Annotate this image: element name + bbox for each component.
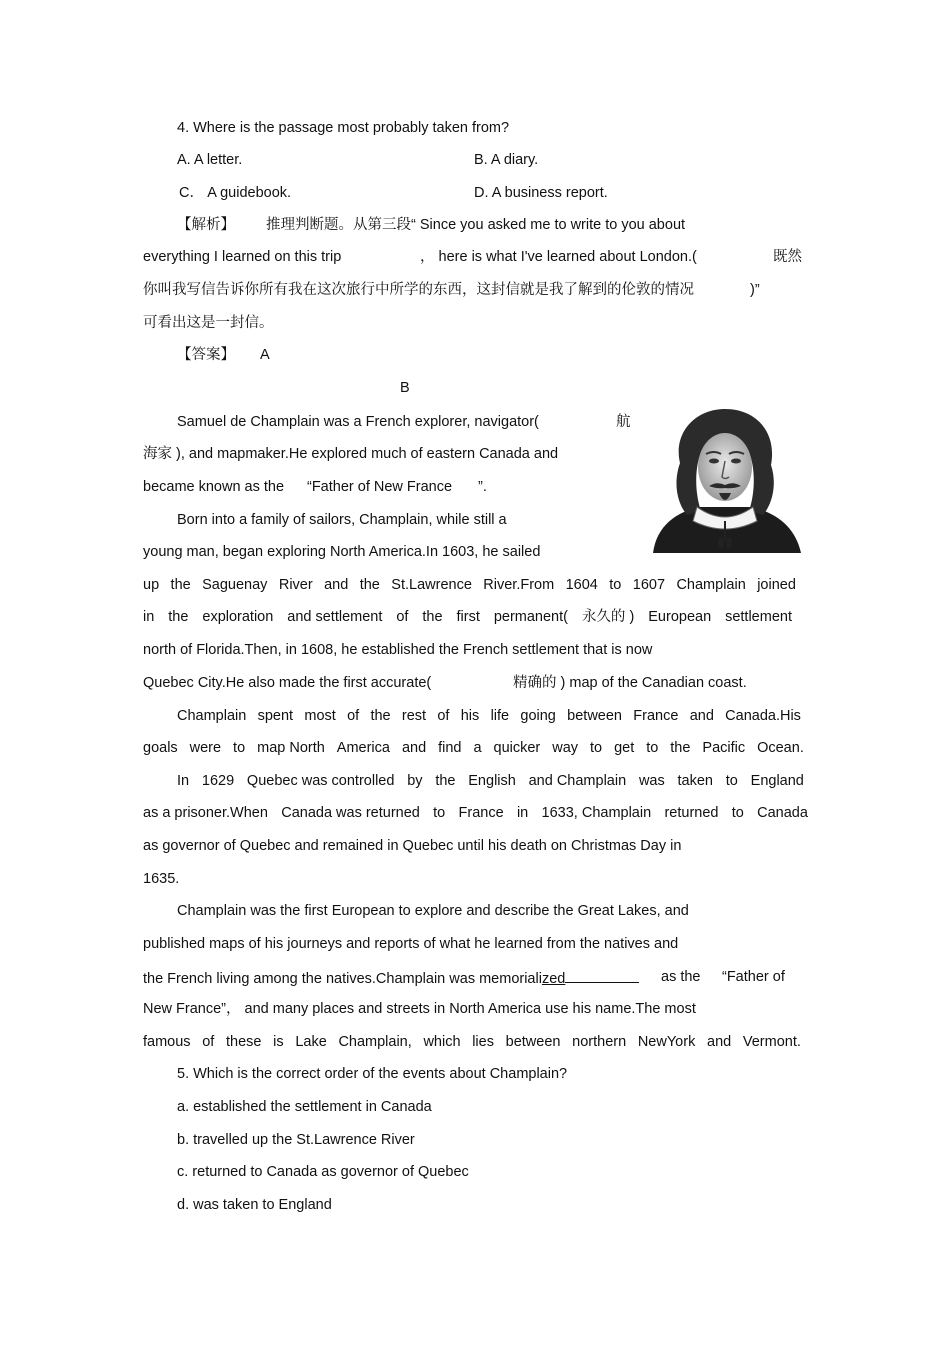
word: map North xyxy=(257,740,325,756)
passage-p5-line3d: “Father of xyxy=(722,969,785,985)
passage-p2-line6a: Quebec City.He also made the first accurate( xyxy=(143,675,432,691)
analysis-text-2c: 既然 xyxy=(773,249,802,265)
word: taken xyxy=(677,773,713,789)
word: and settlement xyxy=(287,609,383,625)
word: 1607 xyxy=(632,577,666,593)
passage-p1-line1a: Samuel de Champlain was a French explorer, navigator( xyxy=(177,414,539,430)
q4-option-d: D. A business report. xyxy=(474,185,608,201)
word: Quebec was controlled xyxy=(246,773,395,789)
word: were xyxy=(189,740,222,756)
word: Pacific xyxy=(702,740,746,756)
word: and xyxy=(324,577,349,593)
word: spent xyxy=(257,708,294,724)
word: France xyxy=(458,805,504,821)
word: a xyxy=(473,740,482,756)
word: Ocean. xyxy=(757,740,804,756)
word: 1629 xyxy=(201,773,235,789)
word: England xyxy=(750,773,804,789)
word: of xyxy=(437,708,450,724)
word: the xyxy=(422,609,443,625)
underline-blank xyxy=(565,968,639,983)
word: lies xyxy=(472,1034,494,1050)
word: the xyxy=(370,708,391,724)
word: 1633, Champlain xyxy=(541,805,652,821)
word: to xyxy=(233,740,246,756)
word: Champlain xyxy=(177,708,247,724)
analysis-text-1: 推理判断题。从第三段“ Since you asked me to write to you about xyxy=(266,217,686,233)
word: going xyxy=(520,708,556,724)
word: 1604 xyxy=(565,577,598,593)
word: goals xyxy=(143,740,178,756)
passage-p2-line1: Born into a family of sailors, Champlain, while still a xyxy=(177,512,507,528)
word: up xyxy=(143,577,160,593)
word: St.Lawrence xyxy=(391,577,472,593)
analysis-text-3a: 你叫我写信告诉你所有我在这次旅行中所学的东西，这封信就是我了解到的伦敦的情况 xyxy=(143,282,694,298)
passage-p4-line2 xyxy=(143,804,808,822)
passage-p3-line1 xyxy=(177,707,801,725)
word: and xyxy=(689,708,714,724)
word: English xyxy=(468,773,516,789)
analysis-label: 【解析】 xyxy=(177,217,235,233)
word: quicker xyxy=(493,740,541,756)
word: River.From xyxy=(483,577,555,593)
q5-event-b: b. travelled up the St.Lawrence River xyxy=(177,1132,415,1148)
word: life xyxy=(490,708,510,724)
word: Champlain, xyxy=(338,1034,412,1050)
word: Canada.His xyxy=(725,708,801,724)
passage-p3-line2 xyxy=(143,739,804,757)
passage-p2-line4 xyxy=(143,608,792,626)
q5-question: 5. Which is the correct order of the events about Champlain? xyxy=(177,1066,568,1082)
analysis-text-4: 可看出这是一封信。 xyxy=(143,315,274,331)
analysis-text-2a: everything I learned on this trip xyxy=(143,249,342,265)
q5-event-c: c. returned to Canada as governor of Quebec xyxy=(177,1164,469,1180)
word: first xyxy=(456,609,480,625)
word: is xyxy=(273,1034,284,1050)
word: the xyxy=(435,773,456,789)
analysis-text-2b: ， here is what I've learned about London.( xyxy=(420,249,697,265)
q4-option-c: C． A guidebook. xyxy=(179,185,292,201)
passage-p1-line2: 海家 ), and mapmaker.He explored much of eastern Canada and xyxy=(143,446,559,462)
word: Vermont. xyxy=(742,1034,801,1050)
word: way xyxy=(552,740,579,756)
passage-p5-line3 xyxy=(143,968,639,988)
word: most xyxy=(304,708,336,724)
passage-p5-line5 xyxy=(143,1033,801,1051)
word: to xyxy=(725,773,738,789)
section-b-heading: B xyxy=(400,380,410,396)
word: America xyxy=(336,740,390,756)
word: NewYork xyxy=(637,1034,696,1050)
word: to xyxy=(590,740,603,756)
passage-p2-line6b: 精确的 ) map of the Canadian coast. xyxy=(513,675,747,691)
word: and xyxy=(401,740,427,756)
word: the xyxy=(670,740,691,756)
word: returned xyxy=(664,805,719,821)
word: European xyxy=(648,609,712,625)
word: to xyxy=(646,740,659,756)
q4-option-b: B. A diary. xyxy=(474,152,539,168)
q4-option-a: A. A letter. xyxy=(177,152,243,168)
word: permanent( xyxy=(493,609,568,625)
passage-p1-line1b: 航 xyxy=(616,414,631,430)
word: in xyxy=(143,609,155,625)
q5-event-a: a. established the settlement in Canada xyxy=(177,1099,432,1115)
word: which xyxy=(423,1034,461,1050)
passage-p4-line1 xyxy=(177,772,804,790)
passage-p4-line4: 1635. xyxy=(143,871,180,887)
text-span: the French living among the natives.Champlain was memoriali xyxy=(143,971,542,987)
word: these xyxy=(226,1034,262,1050)
word: find xyxy=(438,740,462,756)
passage-p5-line1: Champlain was the first European to explore and describe the Great Lakes, and xyxy=(177,903,689,919)
answer-value: A xyxy=(260,347,270,363)
passage-p1-line3a: became known as the xyxy=(143,479,285,495)
answer-label: 【答案】 xyxy=(177,347,235,363)
word: Champlain xyxy=(676,577,746,593)
word: Canada xyxy=(757,805,808,821)
word: the xyxy=(170,577,191,593)
champlain-portrait xyxy=(645,403,805,558)
word: as a prisoner.When xyxy=(143,805,268,821)
word: between xyxy=(505,1034,561,1050)
passage-p2-line3 xyxy=(143,576,796,594)
word: northern xyxy=(572,1034,627,1050)
passage-p1-line3b: “Father of New France xyxy=(307,479,453,495)
word: the xyxy=(168,609,189,625)
word: to xyxy=(433,805,446,821)
word: 永久的 ) xyxy=(581,609,635,625)
passage-p2-line5: north of Florida.Then, in 1608, he established the French settlement that is now xyxy=(143,642,653,658)
word: to xyxy=(731,805,744,821)
word: In xyxy=(177,773,190,789)
word: get xyxy=(614,740,635,756)
word: was xyxy=(638,773,665,789)
word: in xyxy=(516,805,529,821)
word: of xyxy=(202,1034,215,1050)
underlined-word: zed xyxy=(541,971,566,987)
word: France xyxy=(633,708,679,724)
passage-p5-line2: published maps of his journeys and reports of what he learned from the natives and xyxy=(143,936,679,952)
word: Lake xyxy=(295,1034,327,1050)
analysis-text-3b: )” xyxy=(750,282,760,298)
word: Saguenay xyxy=(202,577,268,593)
passage-p1-line3c: ”. xyxy=(478,479,487,495)
passage-p2-line2: young man, began exploring North America.In 1603, he sailed xyxy=(143,544,541,560)
word: rest xyxy=(401,708,427,724)
word: River xyxy=(278,577,313,593)
q4-question: 4. Where is the passage most probably taken from? xyxy=(177,120,510,136)
passage-p5-line3c: as the xyxy=(661,969,701,985)
passage-p5-line4: New France”， and many places and streets in North America use his name.The most xyxy=(143,1001,696,1017)
word: the xyxy=(359,577,380,593)
word: of xyxy=(347,708,360,724)
word: joined xyxy=(757,577,796,593)
word: famous xyxy=(143,1034,191,1050)
word: his xyxy=(460,708,480,724)
word: exploration xyxy=(202,609,274,625)
word: Canada was returned xyxy=(281,805,420,821)
word: by xyxy=(407,773,423,789)
word: to xyxy=(609,577,622,593)
word: settlement xyxy=(725,609,792,625)
word: and Champlain xyxy=(528,773,627,789)
word: and xyxy=(707,1034,732,1050)
word: of xyxy=(396,609,409,625)
q5-event-d: d. was taken to England xyxy=(177,1197,332,1213)
passage-p4-line3: as governor of Quebec and remained in Quebec until his death on Christmas Day in xyxy=(143,838,682,854)
word: between xyxy=(567,708,622,724)
